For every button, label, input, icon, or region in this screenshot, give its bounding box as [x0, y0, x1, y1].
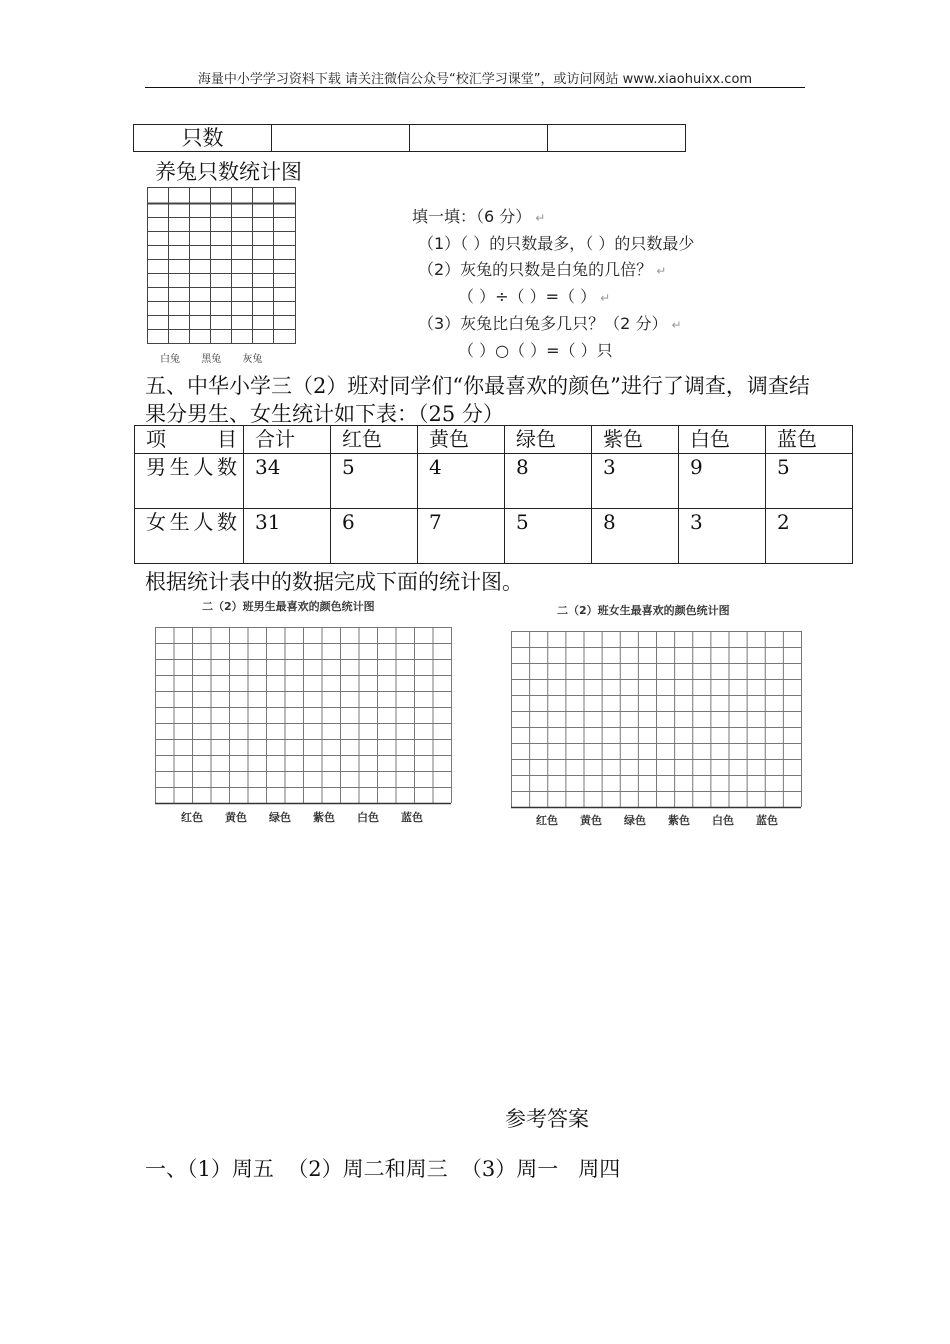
table-cell: 6 — [331, 509, 418, 564]
header-cell: 黄色 — [418, 426, 505, 454]
header-cell: 红色 — [331, 426, 418, 454]
header-cell: 合计 — [244, 426, 331, 454]
table-cell: 34 — [244, 454, 331, 509]
boys-blank-grid — [155, 627, 455, 807]
table-cell: 7 — [418, 509, 505, 564]
table-cell: 5 — [331, 454, 418, 509]
girls-color-labels — [536, 812, 800, 828]
table-cell: 8 — [505, 454, 592, 509]
table-row — [135, 454, 853, 509]
fill-in-heading: 填一填：（6 分） ↵ — [412, 207, 546, 226]
row-label-cell: 女生人数 — [135, 509, 244, 564]
answer-heading: 参考答案 — [505, 1107, 589, 1131]
label-grey-rabbit: 灰兔 — [242, 354, 263, 365]
table-cell: 8 — [592, 509, 679, 564]
fill-in-questions — [412, 204, 694, 364]
color-label: 白色 — [357, 811, 379, 824]
color-label: 紫色 — [668, 814, 690, 827]
color-label: 黄色 — [225, 811, 247, 824]
question-3: （3）灰兔比白兔多几只？（2 分） ↵ — [418, 314, 682, 333]
girls-chart-title: 二（2）班女生最喜欢的颜色统计图 — [557, 604, 730, 617]
table-cell: 31 — [244, 509, 331, 564]
rabbit-category-labels — [160, 350, 280, 365]
table-cell: 3 — [679, 509, 766, 564]
row-label-cell: 男生人数 — [135, 454, 244, 509]
label-black-rabbit: 黑兔 — [201, 354, 222, 365]
color-label: 黄色 — [580, 814, 602, 827]
page-header: 海量中小学学习资料下载 请关注微信公众号“校汇学习课堂”，或访问网站 www.xiaohuixx.com — [197, 72, 753, 87]
answer-line-1: 一、（1）周五 （2）周二和周三 （3）周一 周四 — [145, 1157, 621, 1181]
blank-cell — [548, 125, 686, 152]
header-cell: 蓝色 — [766, 426, 853, 454]
header-cell: 紫色 — [592, 426, 679, 454]
blank-cell — [272, 125, 410, 152]
table-cell: 4 — [418, 454, 505, 509]
header-cell: 白色 — [679, 426, 766, 454]
rabbit-chart-title: 养兔只数统计图 — [155, 160, 302, 184]
blank-cell — [410, 125, 548, 152]
rabbit-count-table — [133, 124, 686, 152]
color-label: 白色 — [712, 814, 734, 827]
section-5-prompt: 五、中华小学三（2）班对同学们“你最喜欢的颜色”进行了调查，调查结果分男生、女生统计如下表：（25 分） — [145, 374, 810, 426]
table-cell: 5 — [766, 454, 853, 509]
table-row — [135, 509, 853, 564]
color-label: 红色 — [181, 811, 203, 824]
color-label: 紫色 — [313, 811, 335, 824]
chart-instruction: 根据统计表中的数据完成下面的统计图。 — [145, 570, 523, 594]
color-label: 绿色 — [624, 814, 646, 827]
label-white-rabbit: 白兔 — [160, 354, 180, 365]
table-header-row — [135, 426, 853, 454]
boys-chart-title: 二（2）班男生最喜欢的颜色统计图 — [202, 600, 375, 613]
question-3-formula: （ ）○（ ）=（ ）只 — [458, 341, 613, 360]
table-cell: 3 — [592, 454, 679, 509]
count-label-cell: 只数 — [134, 125, 272, 152]
table-cell: 5 — [505, 509, 592, 564]
color-label: 蓝色 — [756, 814, 778, 827]
question-1: （1）（ ）的只数最多，（ ）的只数最少 — [418, 234, 695, 253]
girls-blank-grid — [511, 631, 807, 811]
color-label: 蓝色 — [401, 811, 423, 824]
question-2: （2）灰兔的只数是白兔的几倍？ ↵ — [418, 260, 667, 279]
header-cell: 项目 — [135, 426, 244, 454]
color-label: 绿色 — [269, 811, 291, 824]
table-cell: 9 — [679, 454, 766, 509]
rabbit-blank-grid — [147, 187, 297, 347]
question-2-formula: （ ）÷（ ）=（ ） ↵ — [458, 287, 611, 306]
table-row — [134, 125, 686, 152]
color-survey-table — [134, 425, 853, 564]
header-cell: 绿色 — [505, 426, 592, 454]
boys-color-labels — [181, 809, 445, 825]
color-label: 红色 — [536, 814, 558, 827]
table-cell: 2 — [766, 509, 853, 564]
header-divider — [145, 87, 805, 88]
